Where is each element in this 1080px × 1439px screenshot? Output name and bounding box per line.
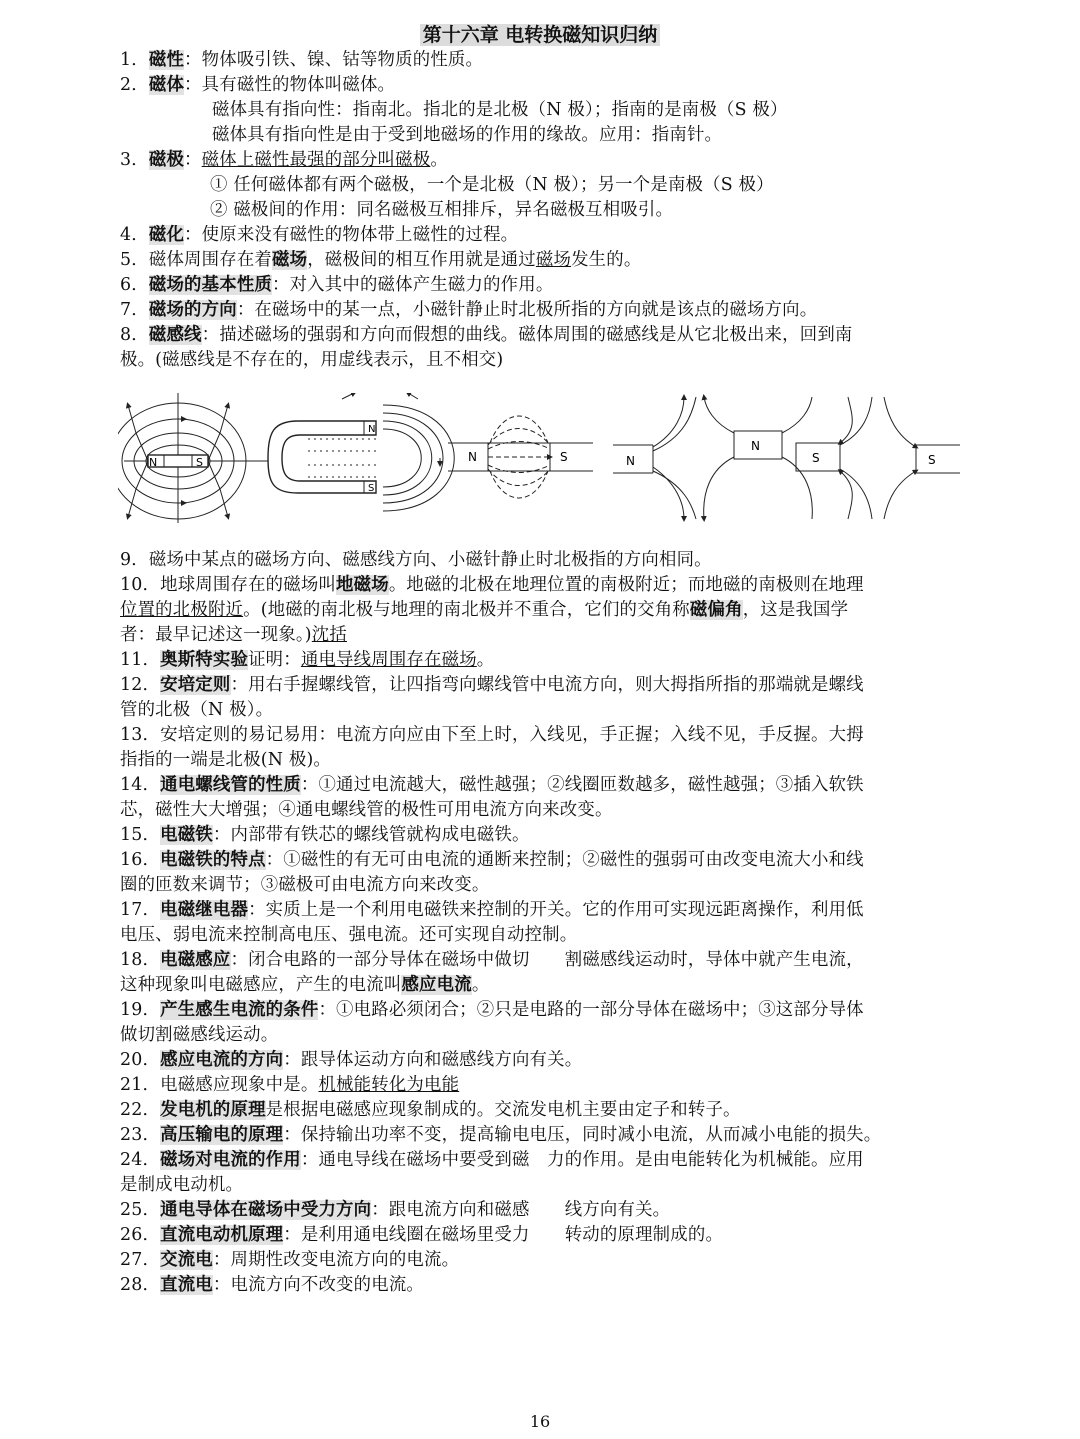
list-line [210, 198, 1055, 223]
list-line [120, 298, 965, 323]
fig4-n-right-label: N [751, 439, 760, 453]
item-number: 9． [120, 550, 149, 570]
line-text: ：跟导体运动方向和磁感线方向有关。 [283, 1050, 583, 1070]
keyword: 磁性 [148, 50, 185, 70]
keyword: 通电导体在磁场中受力方向 [160, 1200, 372, 1220]
line-text: 是根据电磁感应现象制成的。交流发电机主要由定子和转子。 [265, 1100, 741, 1120]
fig3-s-label: S [560, 450, 568, 464]
list-line [120, 148, 965, 173]
line-text: 磁体具有指向性是由于受到地磁场的作用的缘故。应用：指南针。 [212, 125, 723, 145]
line-text: 管的北极（N 极）。 [120, 700, 274, 720]
line-text: ：在磁场中的某一点，小磁针静止时北极所指的方向就是该点的磁场方向。 [236, 300, 818, 320]
underlined-text: 沈括 [311, 625, 347, 645]
fig4-n-left-label: N [626, 454, 635, 468]
list-line [120, 1248, 965, 1273]
keyword: 磁场的基本性质 [148, 275, 272, 295]
line-text: 是制成电动机。 [120, 1175, 244, 1195]
underlined-text: 磁场 [535, 250, 572, 270]
underlined-text: 位置的北极附近 [120, 600, 244, 620]
list-line [120, 873, 965, 898]
list-line [120, 1173, 965, 1198]
item-number: 27． [120, 1250, 161, 1270]
line-text: 证明： [248, 650, 301, 670]
list-line [120, 248, 965, 273]
item-number: 21． [120, 1075, 161, 1095]
fig5-s-right-label: S [928, 453, 936, 467]
list-line [120, 698, 965, 723]
keyword: 磁场的方向 [148, 300, 237, 320]
keyword: 磁化 [148, 225, 185, 245]
item-number: 17． [120, 900, 161, 920]
list-line [120, 798, 965, 823]
item-number: 22． [120, 1100, 161, 1120]
line-text: ：是利用通电线圈在磁场里受力 转动的原理制成的。 [283, 1225, 724, 1245]
keyword: 磁场 [272, 250, 308, 270]
keyword: 电磁继电器 [160, 900, 249, 920]
line-text: ：周期性改变电流方向的电流。 [212, 1250, 460, 1270]
list-line [120, 1148, 965, 1173]
line-text: ：对入其中的磁体产生磁力的作用。 [272, 275, 554, 295]
line-text: ：内部带有铁芯的螺线管就构成电磁铁。 [212, 825, 530, 845]
item-number: 8． [120, 325, 149, 345]
list-line [120, 998, 965, 1023]
keyword: 感应电流的方向 [160, 1050, 284, 1070]
keyword: 磁极 [148, 150, 185, 170]
list-line [120, 848, 965, 873]
item-number: 13． [120, 725, 161, 745]
line-text: ，这是我国学 [742, 600, 849, 620]
list-line [120, 1223, 965, 1248]
line-text: ：具有磁性的物体叫磁体。 [184, 75, 396, 95]
keyword: 发电机的原理 [160, 1100, 266, 1120]
line-text: ：描述磁场的强弱和方向而假想的曲线。磁体周围的磁感线是从它北极出来，回到南 [201, 325, 853, 345]
list-line [120, 923, 965, 948]
item-number: 16． [120, 850, 161, 870]
list-line [120, 748, 965, 773]
line-text: ：①通过电流越大，磁性越强；②线圈匝数越多，磁性越强；③插入软铁 [300, 775, 864, 795]
list-line [120, 898, 965, 923]
list-line [120, 1198, 965, 1223]
item-number: 14． [120, 775, 161, 795]
fig3-n-label: N [468, 450, 477, 464]
list-line [120, 1073, 965, 1098]
keyword: 高压输电的原理 [160, 1125, 284, 1145]
item-number: 6． [120, 275, 149, 295]
line-text: ：使原来没有磁性的物体带上磁性的过程。 [184, 225, 519, 245]
line-text: 芯，磁性大大增强；④通电螺线管的极性可用电流方向来改变。 [120, 800, 613, 820]
line-text: ：闭合电路的一部分导体在磁场中做切 割磁感线运动时，导体中就产生电流， [230, 950, 864, 970]
line-text: 地球周围存在的磁场叫 [160, 575, 337, 595]
list-line [120, 1273, 965, 1298]
line-text: ：物体吸引铁、镍、钴等物质的性质。 [184, 50, 484, 70]
item-number: 19． [120, 1000, 161, 1020]
line-text: 最早记述这一现象。) [155, 625, 312, 645]
item-number: 28． [120, 1275, 161, 1295]
underlined-text: 机械能转化为电能 [318, 1075, 460, 1095]
line-text: ：电流方向不改变的电流。 [212, 1275, 424, 1295]
fig5-s-left-label: S [812, 451, 820, 465]
line-text: 极。(磁感线是不存在的，用虚线表示，且不相交) [120, 350, 504, 370]
line-text: 磁体具有指向性：指南北。指北的是北极（N 极）；指南的是南极（S 极） [212, 100, 788, 120]
list-line [120, 348, 965, 373]
keyword: 安培定则 [160, 675, 231, 695]
line-text: 发生的。 [571, 250, 642, 270]
list-line [120, 573, 965, 598]
item-number: 10． [120, 575, 161, 595]
item-number: 4． [120, 225, 149, 245]
list-line [212, 98, 1057, 123]
item-number: 24． [120, 1150, 161, 1170]
u-magnet-field [268, 393, 454, 511]
list-line [120, 223, 965, 248]
list-line [120, 1023, 965, 1048]
list-line [120, 648, 965, 673]
line-text: ① 任何磁体都有两个磁极，一个是北极（N 极）；另一个是南极（S 极） [210, 175, 774, 195]
line-text: 。 [430, 150, 448, 170]
item-number: 20． [120, 1050, 161, 1070]
underlined-text: 通电导线周围存在磁场 [300, 650, 477, 670]
line-text: 。 [471, 975, 490, 995]
bar-magnet-field [118, 393, 268, 523]
item-number: 11． [120, 650, 161, 670]
line-text: ：保持输出功率不变，提高输电电压，同时减小电流，从而减小电能的损失。 [283, 1125, 882, 1145]
keyword: 感应电流 [401, 975, 472, 995]
keyword: 通电螺线管的性质 [160, 775, 301, 795]
item-number: 3． [120, 150, 149, 170]
keyword: 电磁感应 [160, 950, 231, 970]
keyword: 地磁场 [336, 575, 389, 595]
line-text: 者： [120, 625, 156, 645]
u-s-label: S [368, 483, 375, 494]
bar-n-label: N [149, 456, 158, 469]
list-line [120, 973, 965, 998]
keyword: 直流电动机原理 [160, 1225, 284, 1245]
keyword: 磁场对电流的作用 [160, 1150, 301, 1170]
list-line [120, 723, 965, 748]
item-number: 18． [120, 950, 161, 970]
keyword: 直流电 [160, 1275, 213, 1295]
list-line [120, 1098, 965, 1123]
line-text: 电压、弱电流来控制高电压、强电流。还可实现自动控制。 [120, 925, 578, 945]
list-line [120, 273, 965, 298]
list-line [120, 48, 965, 73]
list-line [120, 1048, 965, 1073]
item-number: 7． [120, 300, 149, 320]
line-text: ② 磁极间的作用：同名磁极互相排斥，异名磁极互相吸引。 [210, 200, 674, 220]
list-line [120, 323, 965, 348]
line-text: 安培定则的易记易用：电流方向应由下至上时，入线见，手正握；入线不见，手反握。大拇 [160, 725, 864, 745]
keyword: 磁体 [148, 75, 185, 95]
keyword: 电磁铁 [160, 825, 213, 845]
item-number: 5． [120, 250, 149, 270]
list-line [120, 823, 965, 848]
u-n-label: N [368, 424, 376, 435]
keyword: 交流电 [160, 1250, 213, 1270]
keyword: 电磁铁的特点 [160, 850, 266, 870]
list-line [120, 73, 965, 98]
list-line [120, 623, 965, 648]
keyword: 产生感生电流的条件 [160, 1000, 319, 1020]
line-text: 指指的一端是北极(N 极)。 [120, 750, 332, 770]
line-text: 磁场中某点的磁场方向、磁感线方向、小磁针静止时北极指的方向相同。 [148, 550, 712, 570]
page-number: 16 [529, 1412, 551, 1431]
item-number: 23． [120, 1125, 161, 1145]
line-text: ，磁极间的相互作用就是通过 [307, 250, 536, 270]
keyword: 磁偏角 [689, 600, 743, 620]
line-text: 。地磁的北极在地理位置的南极附近；而地磁的南极则在地理 [388, 575, 864, 595]
line-text: 磁体周围存在着 [148, 250, 272, 270]
line-text: 。 [300, 1075, 319, 1095]
list-line [120, 598, 965, 623]
line-text: 圈的匝数来调节；③磁极可由电流方向来改变。 [120, 875, 490, 895]
line-text: ：①电路必须闭合；②只是电路的一部分导体在磁场中；③这部分导体 [318, 1000, 864, 1020]
line-text: 。(地磁的南北极与地理的南北极并不重合，它们的交角称 [243, 600, 690, 620]
line-text: ：实质上是一个利用电磁铁来控制的开关。它的作用可实现远距离操作，利用低 [248, 900, 864, 920]
line-text: 做切割磁感线运动。 [120, 1025, 279, 1045]
line-text: ： [184, 150, 202, 170]
line-text: ：①磁性的有无可由电流的通断来控制；②磁性的强弱可由改变电流大小和线 [265, 850, 864, 870]
list-line [120, 948, 965, 973]
item-number: 12． [120, 675, 161, 695]
item-number: 1． [120, 50, 149, 70]
underlined-text: 磁体上磁性最强的部分叫磁极 [201, 150, 431, 170]
line-text: ：通电导线在磁场中要受到磁 力的作用。是由电能转化为机械能。应用 [300, 1150, 864, 1170]
item-number: 2． [120, 75, 149, 95]
keyword: 磁感线 [148, 325, 202, 345]
line-text: 这种现象叫电磁感应，产生的电流叫 [120, 975, 402, 995]
bar-s-label: S [196, 456, 203, 469]
list-line [120, 1123, 965, 1148]
page-title: 第十六章 电转换磁知识归纳 [0, 22, 1080, 48]
like-poles-n-field [613, 397, 812, 519]
keyword: 奥斯特实验 [160, 650, 249, 670]
line-text: 电磁感应现象中是 [160, 1075, 301, 1095]
magnetic-field-figures [118, 393, 968, 523]
line-text: 。 [476, 650, 495, 670]
item-number: 25． [120, 1200, 161, 1220]
list-line [210, 173, 1055, 198]
item-number: 26． [120, 1225, 161, 1245]
list-line [120, 773, 965, 798]
list-line [120, 548, 965, 573]
list-line [212, 123, 1057, 148]
item-number: 15． [120, 825, 161, 845]
list-line [120, 673, 965, 698]
line-text: ：跟电流方向和磁感 线方向有关。 [371, 1200, 671, 1220]
line-text: ：用右手握螺线管，让四指弯向螺线管中电流方向，则大拇指所指的那端就是螺线 [230, 675, 864, 695]
